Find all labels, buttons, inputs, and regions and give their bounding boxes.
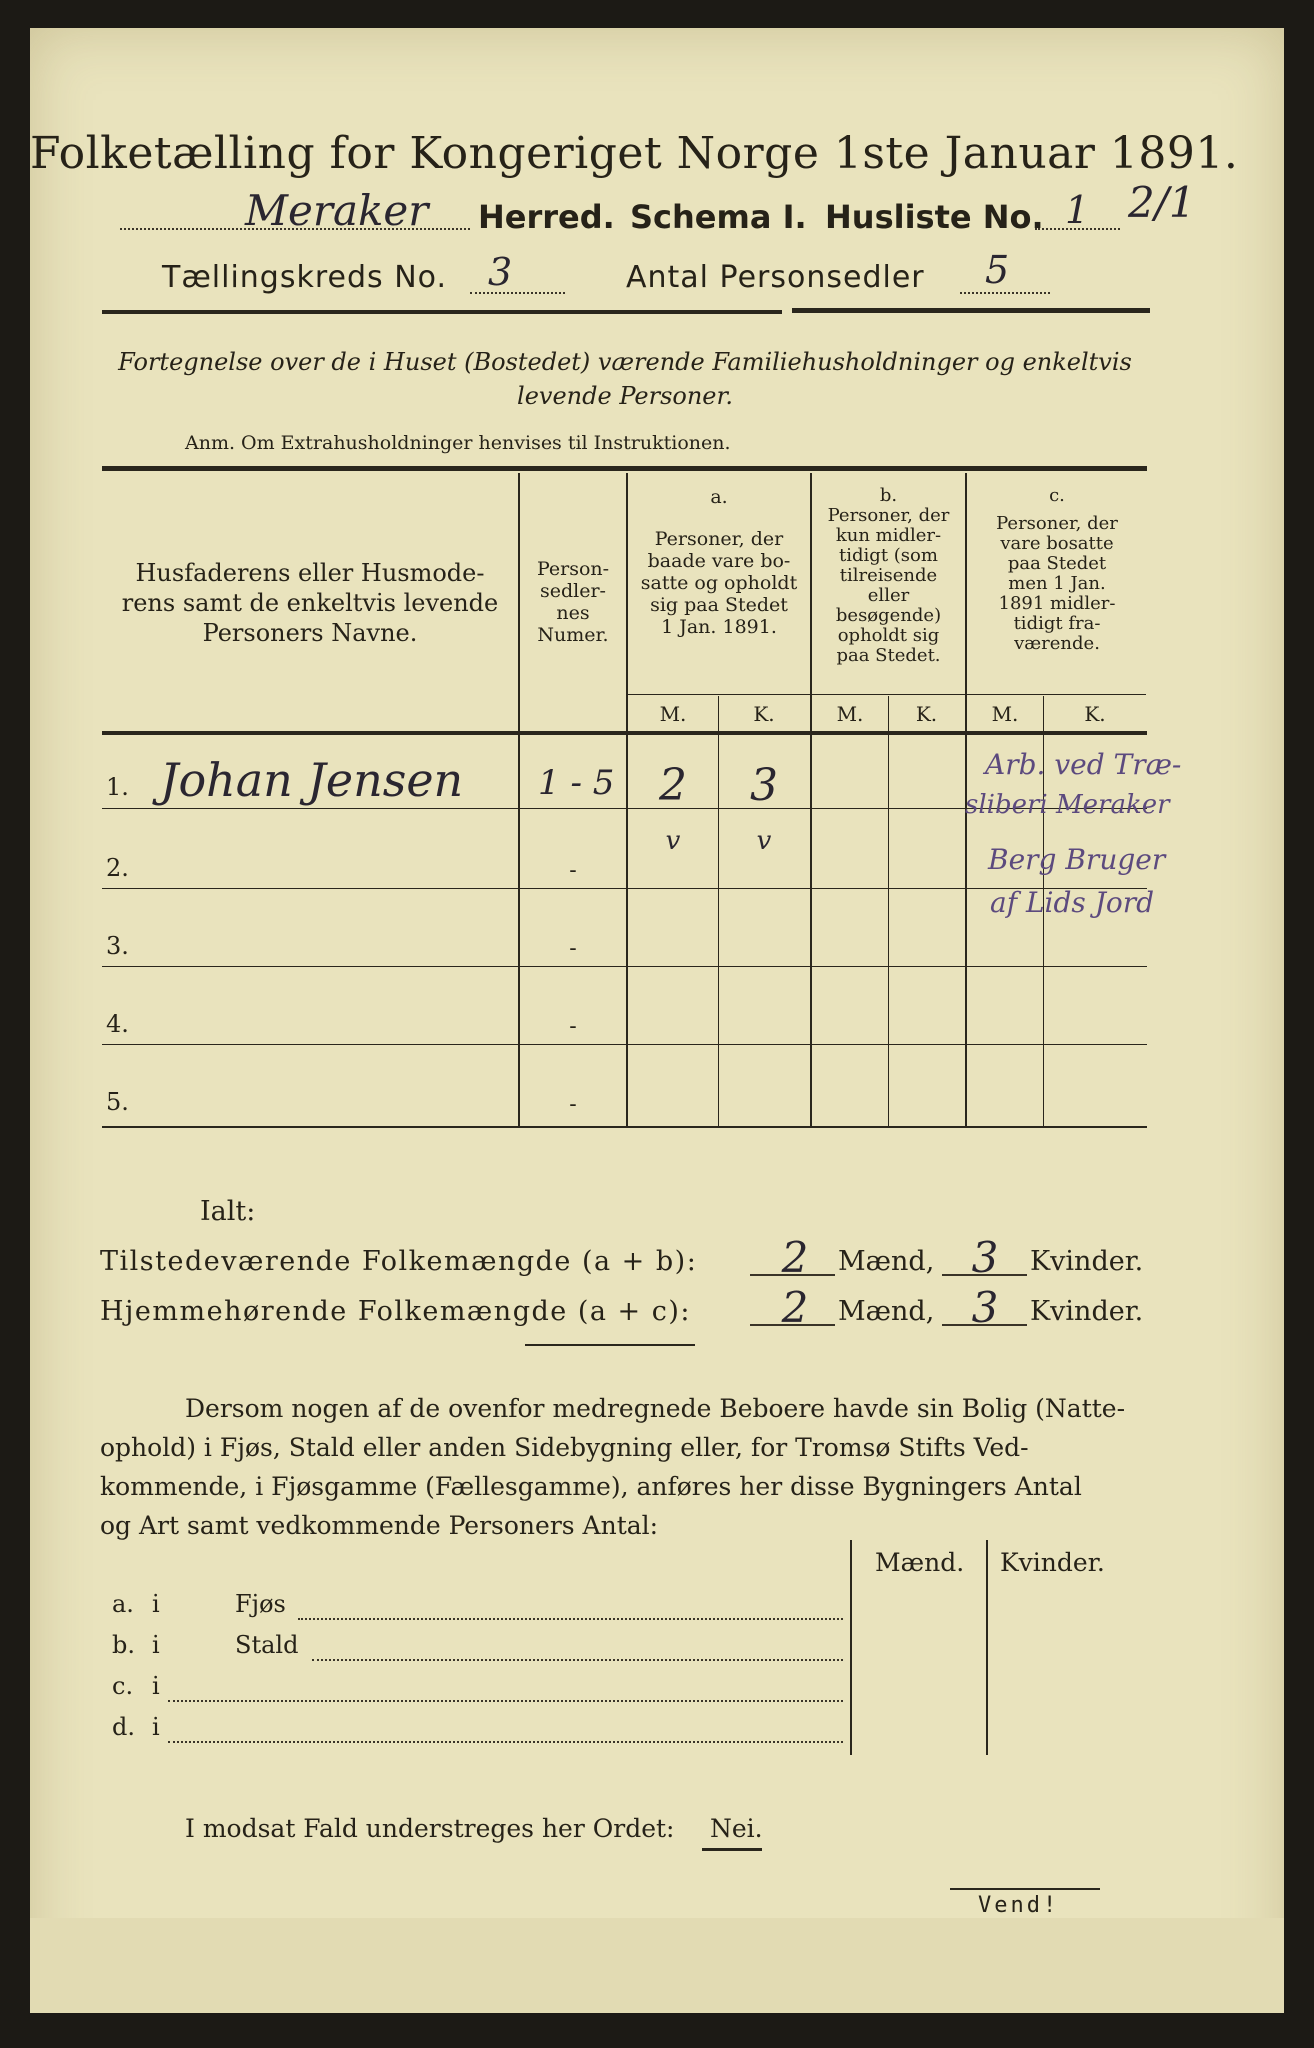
building-row-c-prep: i: [152, 1672, 160, 1700]
row-1-a-k: 3: [750, 760, 778, 811]
row-1-numer: 1 - 5: [538, 763, 615, 803]
husliste-label: Husliste No.: [825, 198, 1044, 236]
modsat-text: I modsat Fald understreges her Ordet:: [185, 1814, 675, 1843]
table-row-2-num: 2.: [106, 854, 129, 882]
note-line-3: kommende, i Fjøsgamme (Fællesgamme), anføres her disse Bygningers Antal: [100, 1472, 1082, 1501]
row-1-check-m: v: [665, 826, 681, 856]
row-1-check-k: v: [756, 826, 772, 856]
totals-row2-kvinder: Kvinder.: [1030, 1296, 1144, 1327]
table-row-3-num: 3.: [106, 932, 129, 960]
row-5-numer: -: [569, 1092, 577, 1117]
c-k-label: K.: [1084, 702, 1106, 726]
totals-row1-maend: Mænd,: [838, 1246, 935, 1277]
b-k-label: K.: [915, 702, 938, 726]
census-form-sheet: [30, 28, 1284, 2013]
husliste-value: 1: [1065, 188, 1090, 232]
building-row-a-label: Fjøs: [235, 1590, 286, 1618]
col-header-b: b. Personer, der kun midler- tidigt (som tilreisende eller besøgende) opholdt sig paa Stedet.: [827, 485, 950, 666]
subtitle-line2: levende Personer.: [517, 382, 733, 410]
col-header-numer: Person- sedler- nes Numer.: [536, 558, 610, 646]
note-line-1: Dersom nogen af de ovenfor medregnede Beboere havde sin Bolig (Natte-: [185, 1394, 1126, 1423]
building-row-d-letter: d.: [112, 1713, 135, 1741]
anm-note: Anm. Om Extrahusholdninger henvises til Instruktionen.: [185, 432, 731, 454]
row-1-name: Johan Jensen: [160, 753, 464, 807]
row-3-numer: -: [569, 936, 577, 961]
totals-row2-m: 2: [781, 1283, 809, 1332]
nei-word: Nei.: [710, 1814, 763, 1843]
vend-text: Vend!: [978, 1893, 1060, 1918]
ialt-label: Ialt:: [200, 1196, 256, 1227]
col-header-names: Husfaderens eller Husmode- rens samt de enkeltvis levende Personers Navne.: [121, 559, 499, 647]
antal-label: Antal Personsedler: [626, 260, 925, 295]
row-4-numer: -: [569, 1014, 577, 1039]
building-row-a-prep: i: [152, 1590, 160, 1618]
col-header-a: a. Personer, der baade vare bo- satte og opholdt sig paa Stedet 1 Jan. 1891.: [640, 486, 798, 638]
b-m-label: M.: [836, 702, 864, 726]
totals-row1-kvinder: Kvinder.: [1030, 1246, 1144, 1277]
table-row-1-num: 1.: [106, 773, 129, 801]
c-note-line-2: sliberi Meraker: [965, 790, 1170, 820]
herred-value: Meraker: [245, 186, 429, 235]
kreds-dots: [470, 292, 565, 294]
totals-row1-label: Tilstedeværende Folkemængde (a + b):: [100, 1246, 698, 1277]
totals-row2-label: Hjemmehørende Folkemængde (a + c):: [100, 1296, 691, 1327]
kreds-value: 3: [488, 250, 513, 294]
schema-label: Schema I.: [630, 198, 807, 236]
c-note-line-1: Arb. ved Træ-: [985, 748, 1182, 781]
antal-value: 5: [985, 248, 1010, 292]
building-row-b-prep: i: [152, 1631, 160, 1659]
a-k-label: K.: [753, 702, 775, 726]
note-line-2: ophold) i Fjøs, Stald eller anden Sidebygning eller, for Tromsø Stifts Ved-: [100, 1433, 1029, 1462]
totals-row2-k: 3: [971, 1283, 999, 1332]
note-line-4: og Art samt vedkommende Personers Antal:: [100, 1511, 659, 1540]
husliste-extra: 2/1: [1128, 178, 1196, 227]
c-note-line-3: Berg Bruger: [988, 843, 1166, 876]
building-row-a-letter: a.: [112, 1590, 134, 1618]
c-note-line-4: af Lids Jord: [990, 886, 1155, 919]
col-header-c: c. Personer, der vare bosatte paa Stedet men 1 Jan. 1891 midler- tidigt fra- værende.: [996, 485, 1118, 654]
totals-row1-m: 2: [781, 1233, 809, 1282]
building-row-c-letter: c.: [112, 1672, 134, 1700]
building-row-d-prep: i: [152, 1713, 160, 1741]
totals-row1-k: 3: [971, 1233, 999, 1282]
totals-row2-maend: Mænd,: [838, 1296, 935, 1327]
kreds-label: Tællingskreds No.: [162, 260, 447, 295]
building-row-b-letter: b.: [112, 1631, 135, 1659]
row-2-numer: -: [569, 858, 577, 883]
buildings-maend-header: Mænd.: [875, 1548, 965, 1577]
subtitle-line1: Fortegnelse over de i Huset (Bostedet) værende Familiehusholdninger og enkeltvis: [118, 348, 1132, 376]
table-row-4-num: 4.: [106, 1010, 129, 1038]
herred-label: Herred.: [478, 198, 615, 236]
building-row-b-label: Stald: [235, 1631, 299, 1659]
buildings-kvinder-header: Kvinder.: [1000, 1548, 1105, 1577]
table-row-5-num: 5.: [106, 1088, 129, 1116]
antal-dots: [960, 292, 1050, 294]
row-1-a-m: 2: [659, 760, 687, 811]
a-m-label: M.: [659, 702, 687, 726]
form-title: Folketælling for Kongeriget Norge 1ste Januar 1891.: [30, 128, 1239, 179]
c-m-label: M.: [991, 702, 1019, 726]
